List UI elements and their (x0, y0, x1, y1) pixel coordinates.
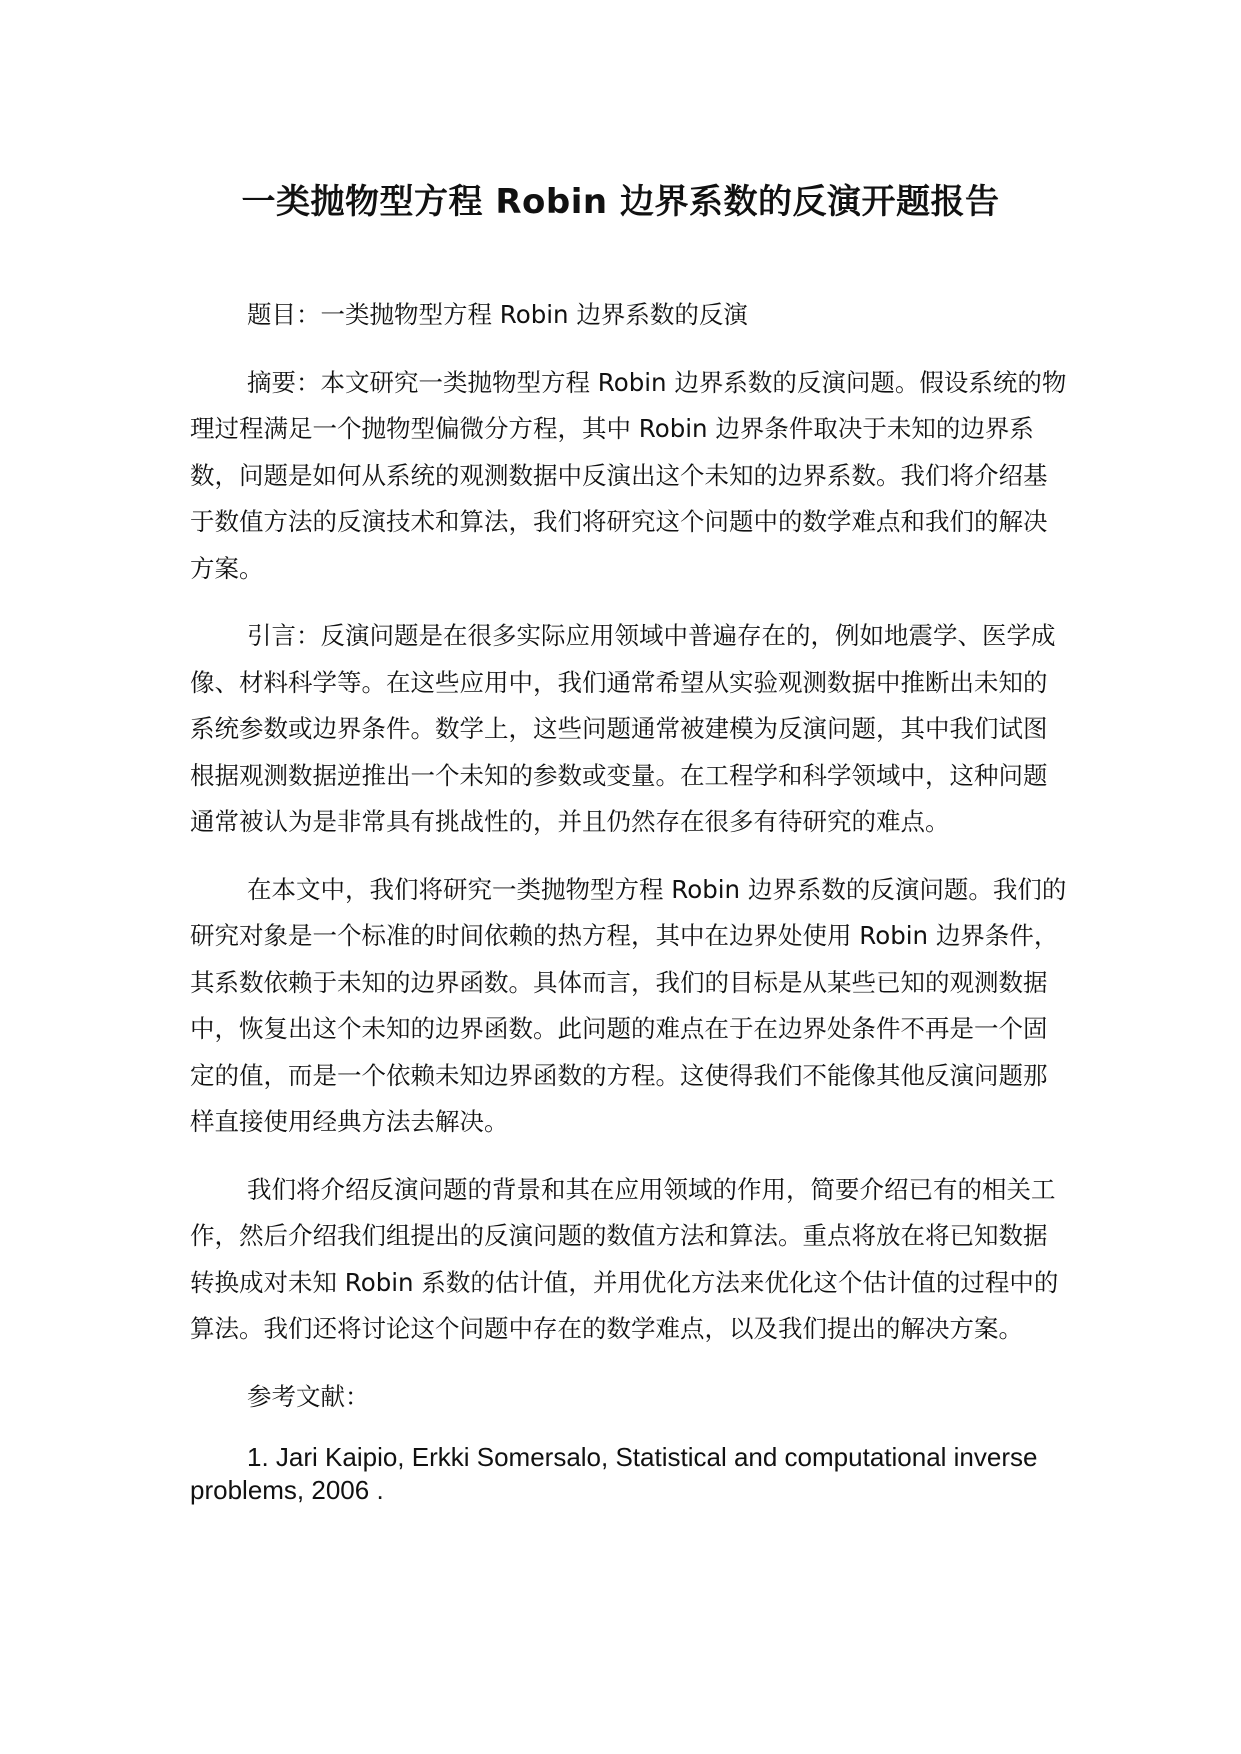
abstract-paragraph: 摘要：本文研究一类抛物型方程 Robin 边界系数的反演问题。假设系统的物理过程满足一个抛物型偏微分方程，其中 Robin 边界条件取决于未知的边界系数，问题是如何从系统的观测数据中反演出这个未知的边界系数。我们将介绍基于数值方法的反演技术和算法，我们将研究这个问题中的数学难点和我们的解决方案。 (190, 367, 1067, 583)
introduction-paragraph: 引言：反演问题是在很多实际应用领域中普遍存在的，例如地震学、医学成像、材料科学等。在这些应用中，我们通常希望从实验观测数据中推断出未知的系统参数或边界条件。数学上，这些问题通常被建模为反演问题，其中我们试图根据观测数据逆推出一个未知的参数或变量。在工程学和科学领域中，这种问题通常被认为是非常具有挑战性的，并且仍然存在很多有待研究的难点。 (190, 621, 1056, 836)
document-body (190, 292, 1070, 1507)
research-object-paragraph: 在本文中，我们将研究一类抛物型方程 Robin 边界系数的反演问题。我们的研究对象是一个标准的时间依赖的热方程，其中在边界处使用 Robin 边界条件，其系数依赖于未知的边界函数。具体而言，我们的目标是从某些已知的观测数据中，恢复出这个未知的边界函数。此问题的难点在于在边界处条件不再是一个固定的值，而是一个依赖未知边界函数的方程。这使得我们不能像其他反演问题那样直接使用经典方法去解决。 (190, 874, 1067, 1136)
plan-paragraph: 我们将介绍反演问题的背景和其在应用领域的作用，简要介绍已有的相关工作，然后介绍我们组提出的反演问题的数值方法和算法。重点将放在将已知数据转换成对未知 Robin 系数的估计值，并用优化方法来优化这个估计值的过程中的算法。我们还将讨论这个问题中存在的数学难点，以及我们提出的解决方案。 (190, 1174, 1059, 1343)
references-heading: 参考文献： (247, 1381, 370, 1411)
reference-item: 1. Jari Kaipio, Erkki Somersalo, Statistical and computational inverse problems, 2006 . (190, 1442, 1038, 1505)
document-title: 一类抛物型方程 Robin 边界系数的反演开题报告 (241, 182, 1000, 222)
topic-paragraph: 题目：一类抛物型方程 Robin 边界系数的反演 (247, 300, 748, 329)
